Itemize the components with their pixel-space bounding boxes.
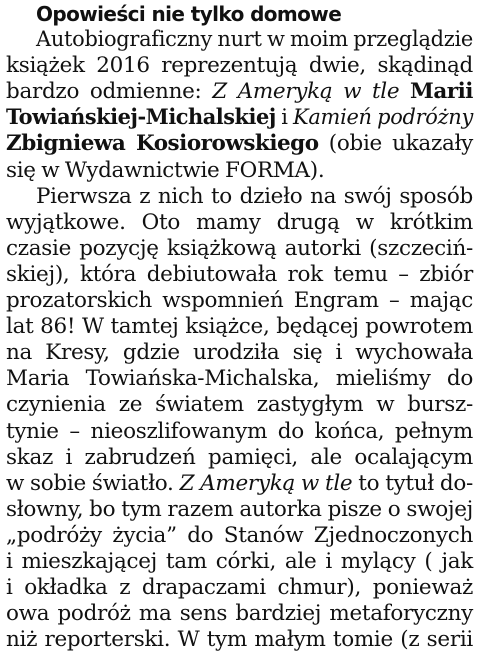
text-line (6, 210, 473, 236)
text-line (6, 53, 473, 79)
text-run: skaz i zabrudzeń pamięci, ale ocalającym (6, 444, 473, 470)
text-run: owa podróż ma sens bardziej metaforyczny (6, 601, 474, 627)
text-run: w sobie światło. (6, 470, 180, 496)
text-line (6, 445, 473, 471)
text-line (6, 575, 473, 601)
text-line (6, 131, 473, 157)
text-run: Maria Towiańska-Michalska, mieliśmy do (6, 366, 474, 392)
text-line (6, 236, 473, 262)
text-run: Z Ameryką w tle (212, 79, 400, 105)
text-line (6, 158, 324, 184)
text-run: Kamień podróżny (293, 105, 473, 131)
text-line (6, 79, 473, 105)
text-run: i (275, 105, 294, 131)
text-run: skiej), która debiutowała rok temu – zbiór (6, 261, 473, 287)
text-line (6, 523, 473, 549)
text-run: Zbigniewa Kosiorowskiego (6, 131, 319, 157)
text-run: na Kresy, gdzie urodziła się i wychowała (6, 340, 473, 366)
text-run: lat 86! W tamtej książce, będącej powrotem (6, 314, 473, 340)
text-line (6, 340, 473, 366)
text-run: Z Ameryką w tle (179, 470, 353, 496)
text-run: wyjątkowe. Oto mamy drugą w krótkim (6, 209, 473, 235)
text-run: Marii (410, 79, 473, 105)
text-line (36, 27, 473, 53)
text-line (6, 471, 473, 497)
article-heading: Opowieści nie tylko domowe (36, 2, 342, 26)
text-run: i okładka z drapaczami chmur), ponieważ (6, 575, 474, 601)
text-line (6, 549, 473, 575)
text-run: czasie pozycję książkową autorki (szczeciń- (6, 235, 474, 261)
text-line (6, 392, 473, 418)
text-run: Autobiograficzny nurt w moim przeglądzie (36, 27, 473, 52)
text-run: czynienia ze światem zastygłym w bursz- (6, 392, 474, 418)
text-run: i mieszkającej tam córki, ale i mylący ( jak (6, 549, 473, 574)
text-line (6, 366, 473, 392)
text-run: „podróży życia” do Stanów Zjednoczonych (6, 522, 473, 548)
text-run: prozatorskich wspomnień Engram – mając (6, 288, 474, 313)
text-line (6, 288, 473, 314)
text-run: (obie ukazały (318, 131, 474, 157)
text-run: niż reporterski. W tym małym tomie (z serii (6, 627, 473, 653)
text-line (6, 314, 473, 340)
text-line (6, 497, 473, 523)
text-line (6, 262, 473, 288)
text-line (6, 105, 473, 131)
text-run (399, 79, 410, 104)
text-line (36, 184, 473, 210)
text-line (6, 601, 473, 627)
text-run: się w Wydawnictwie FORMA). (6, 157, 325, 183)
text-run: Pierwsza z nich to dzieło na swój sposób (36, 183, 473, 209)
text-line (6, 627, 473, 653)
text-line (6, 419, 473, 445)
text-run: bardzo odmienne: (6, 79, 213, 105)
text-run: to tytuł do- (352, 470, 473, 496)
text-run: Towiańskiej-Michalskiej (6, 105, 276, 131)
text-run: tynie – nieoszlifowanym do końca, pełnym (6, 418, 473, 444)
text-run: książek 2016 reprezentują dwie, skądinąd (6, 53, 473, 79)
text-run: słowny, bo tym razem autorka pisze o swojej (6, 496, 474, 522)
